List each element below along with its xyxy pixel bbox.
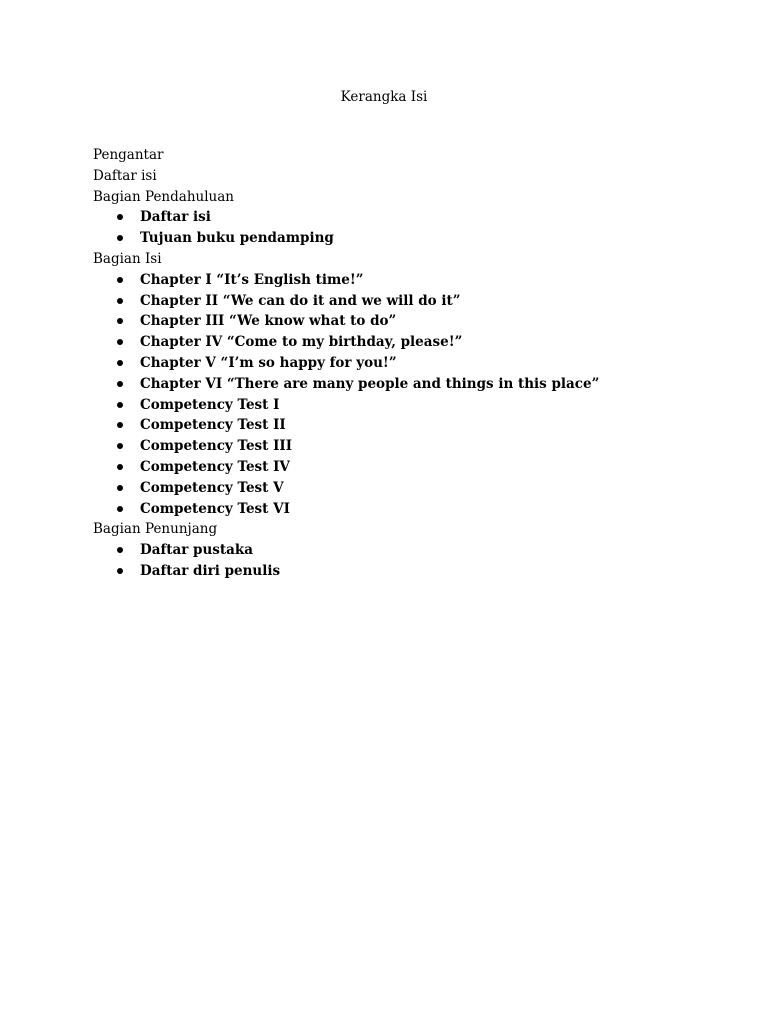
list-item xyxy=(93,332,693,353)
list-item-text: Competency Test I xyxy=(140,396,280,413)
list-item-text: Chapter III “We know what to do” xyxy=(140,313,397,330)
bullet-icon xyxy=(115,332,127,353)
document-title: Kerangka Isi xyxy=(340,89,428,105)
outline-entry-pengantar: Pengantar xyxy=(93,147,164,163)
list-item xyxy=(93,270,693,291)
bullet-icon xyxy=(115,478,127,499)
bullet-icon xyxy=(115,415,127,436)
list-item xyxy=(93,499,693,520)
list-item xyxy=(93,353,693,374)
list-item xyxy=(93,311,693,332)
bullet-icon xyxy=(115,395,127,416)
list-item-text: Competency Test IV xyxy=(140,458,290,475)
list-item xyxy=(93,540,693,561)
bullet-icon xyxy=(115,228,127,249)
list-item-text: Competency Test II xyxy=(140,417,286,434)
list-item-text: Chapter V “I’m so happy for you!” xyxy=(140,354,397,371)
list-item-text: Daftar isi xyxy=(140,209,211,226)
list-item xyxy=(93,478,693,499)
bullet-icon xyxy=(115,311,127,332)
list-item-text: Chapter II “We can do it and we will do it” xyxy=(140,292,461,309)
list-item-text: Daftar diri penulis xyxy=(140,562,281,579)
bullet-icon xyxy=(115,436,127,457)
bullet-icon xyxy=(115,561,127,582)
outline-entry-daftar-isi: Daftar isi xyxy=(93,167,157,184)
outline-content xyxy=(93,145,693,582)
list-item-text: Competency Test V xyxy=(140,479,284,496)
bullet-icon xyxy=(115,540,127,561)
bullet-icon xyxy=(115,270,127,291)
section-heading-isi: Bagian Isi xyxy=(93,250,162,267)
list-item-text: Chapter IV “Come to my birthday, please!” xyxy=(140,334,463,351)
list-item-text: Chapter I “It’s English time!” xyxy=(140,271,364,288)
bullet-icon xyxy=(115,457,127,478)
list-item-text: Chapter VI “There are many people and things in this place” xyxy=(140,375,600,392)
bullet-icon xyxy=(115,353,127,374)
list-item xyxy=(93,415,693,436)
list-item xyxy=(93,395,693,416)
list-item-text: Competency Test VI xyxy=(140,500,290,517)
bullet-icon xyxy=(115,207,127,228)
list-item xyxy=(93,291,693,312)
list-item-text: Tujuan buku pendamping xyxy=(140,230,334,247)
bullet-icon xyxy=(115,374,127,395)
list-item xyxy=(93,207,693,228)
list-item-text: Competency Test III xyxy=(140,438,293,455)
list-item xyxy=(93,457,693,478)
list-item-text: Daftar pustaka xyxy=(140,542,253,559)
list-item xyxy=(93,436,693,457)
list-item xyxy=(93,228,693,249)
bullet-icon xyxy=(115,291,127,312)
list-item xyxy=(93,374,693,395)
list-item xyxy=(93,561,693,582)
section-heading-pendahuluan: Bagian Pendahuluan xyxy=(93,188,234,205)
bullet-icon xyxy=(115,499,127,520)
section-heading-penunjang: Bagian Penunjang xyxy=(93,521,218,538)
